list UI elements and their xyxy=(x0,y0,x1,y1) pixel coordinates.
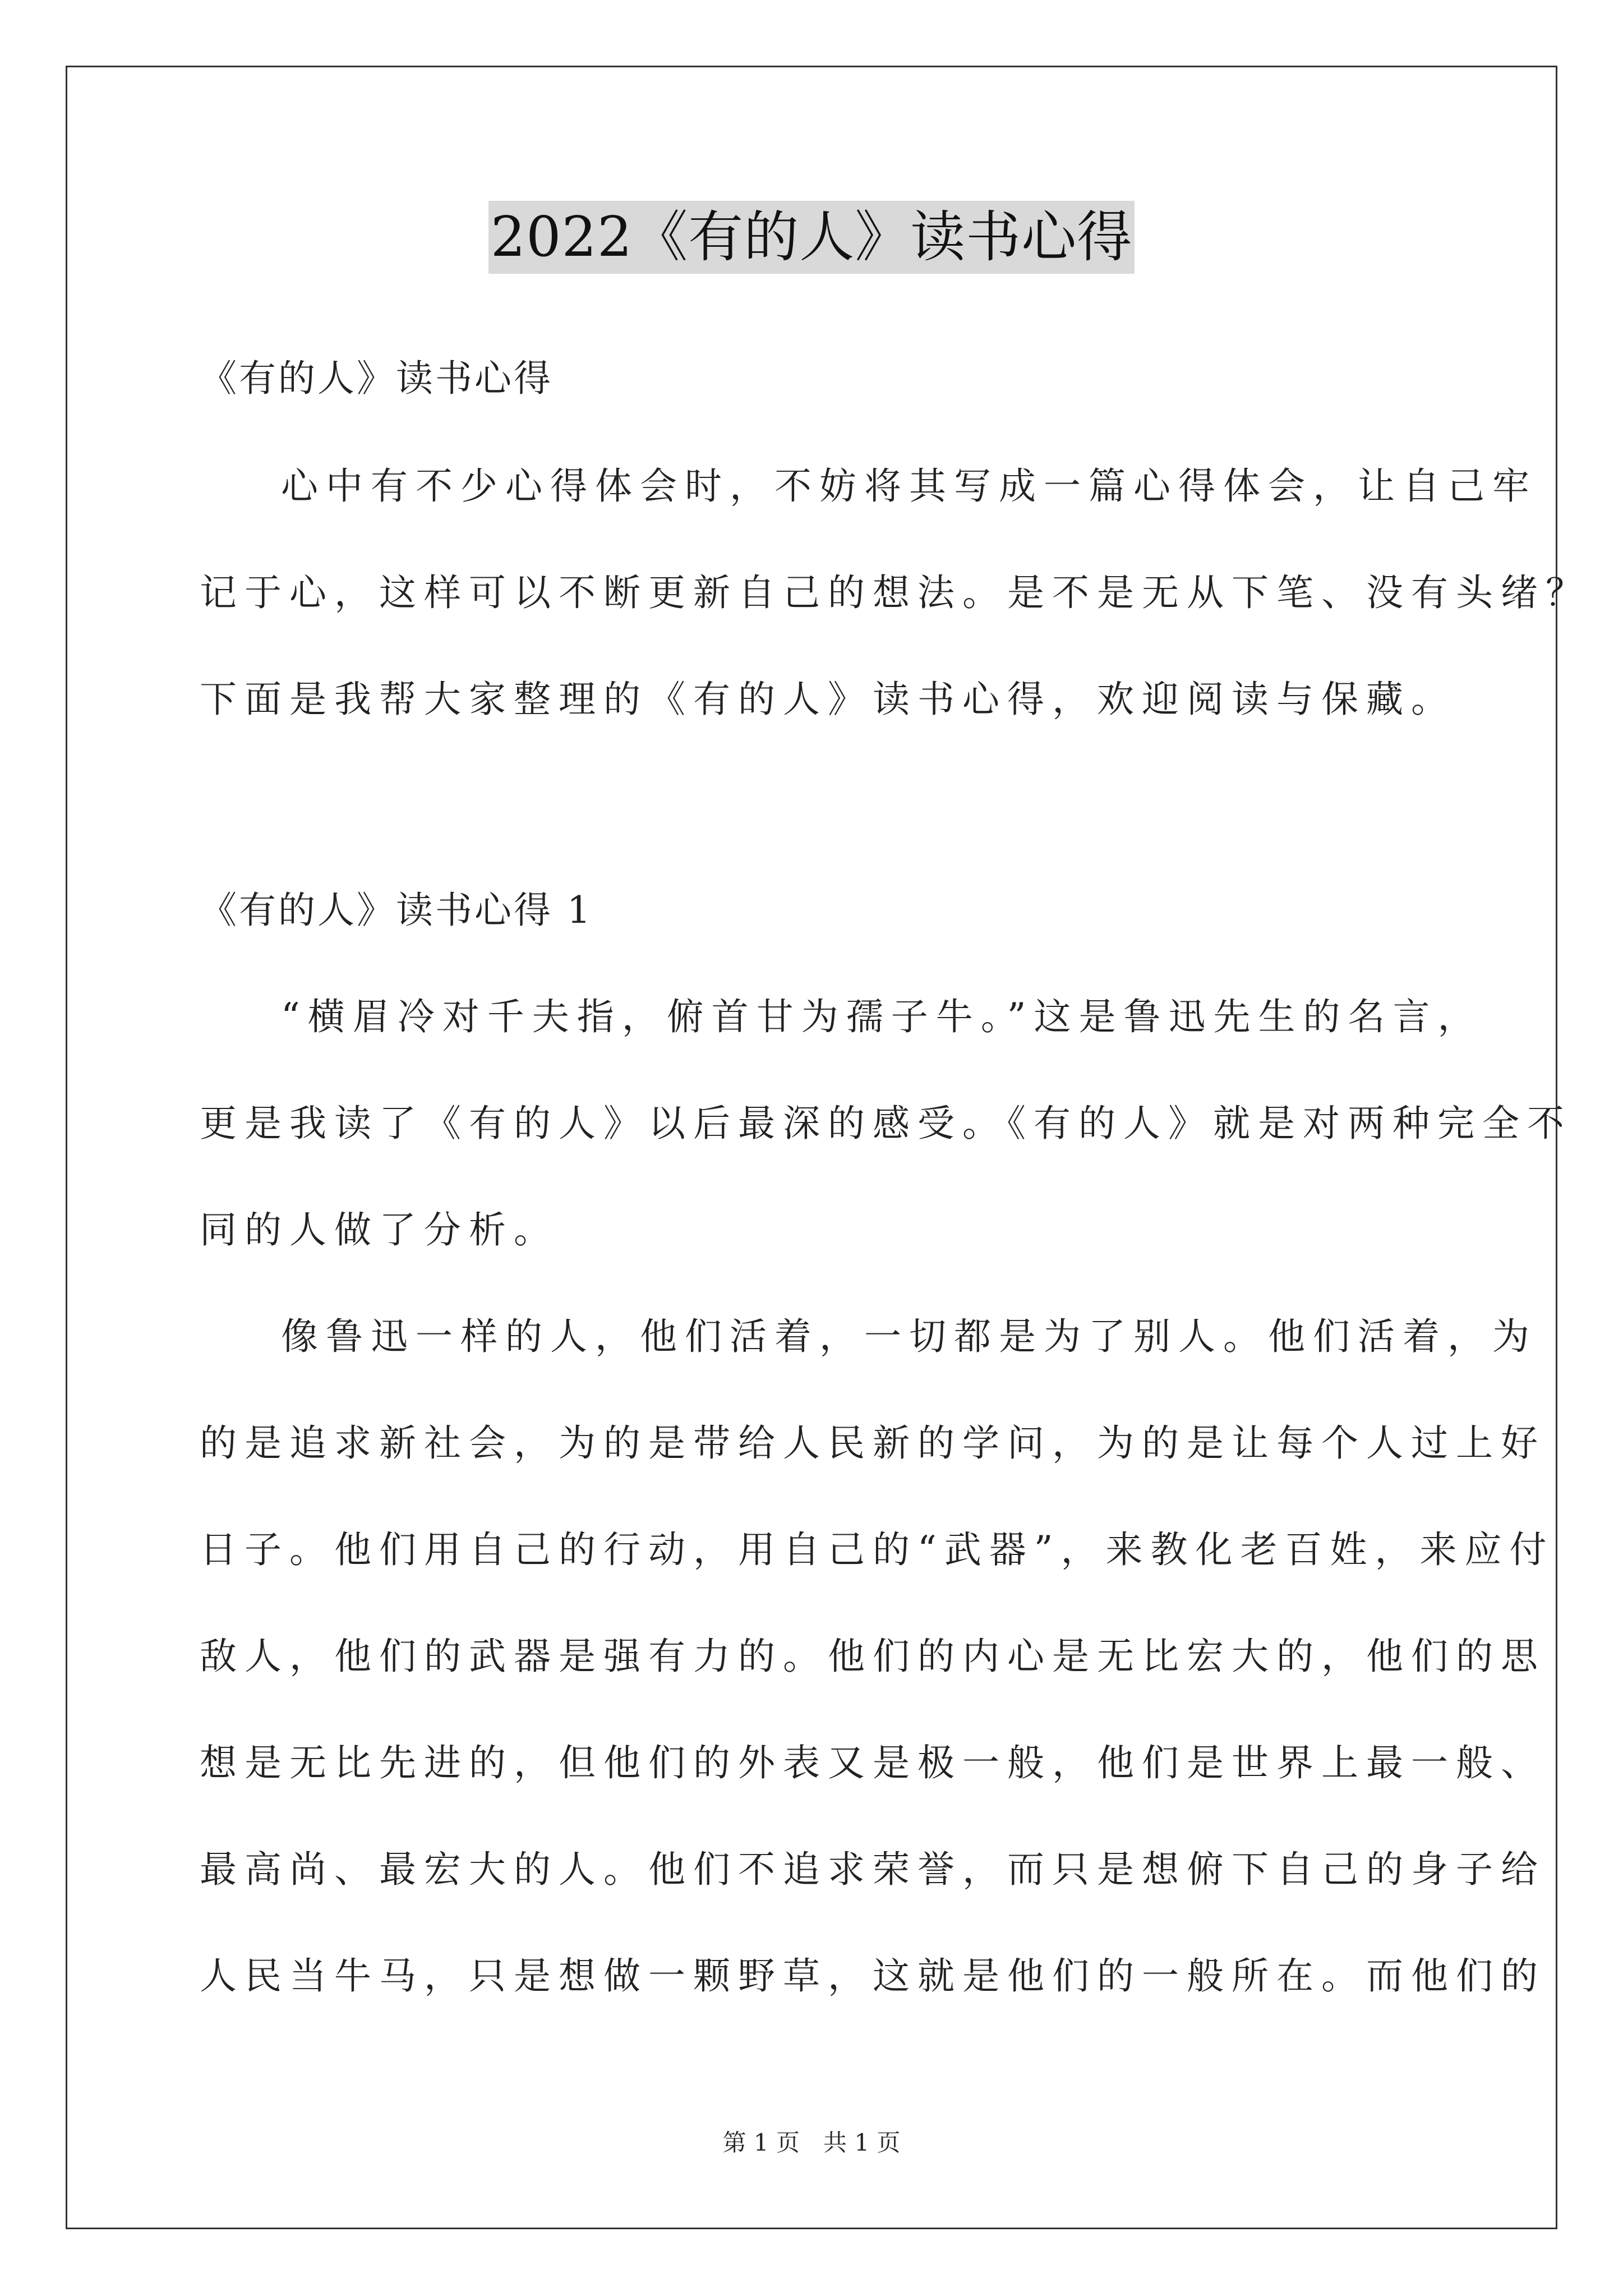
document-title: 2022《有的人》读书心得 xyxy=(488,201,1135,274)
paragraph-line: 同的人做了分析。 xyxy=(200,1208,559,1251)
paragraph-line: 像鲁迅一样的人，他们活着，一切都是为了别人。他们活着，为 xyxy=(281,1315,1537,1358)
intro-line: 下面是我帮大家整理的《有的人》读书心得，欢迎阅读与保藏。 xyxy=(200,678,1456,721)
paragraph-line: “横眉冷对千夫指，俯首甘为孺子牛。”这是鲁迅先生的名言， xyxy=(281,995,1483,1038)
paragraph-line: 的是追求新社会，为的是带给人民新的学问，为的是让每个人过上好 xyxy=(200,1421,1546,1465)
paragraph-line: 敌人，他们的武器是强有力的。他们的内心是无比宏大的，他们的思 xyxy=(200,1635,1546,1678)
paragraph-line: 更是我读了《有的人》以后最深的感受。《有的人》就是对两种完全不 xyxy=(200,1102,1572,1145)
subtitle: 《有的人》读书心得 xyxy=(200,357,553,400)
paragraph-line: 日子。他们用自己的行动，用自己的“武器”，来教化老百姓，来应付 xyxy=(200,1528,1555,1571)
title-container xyxy=(0,201,1623,274)
page-footer: 第 1 页 共 1 页 xyxy=(722,2129,901,2156)
section-heading: 《有的人》读书心得 1 xyxy=(200,889,593,932)
paragraph-line: 想是无比先进的，但他们的外表又是极一般，他们是世界上最一般、 xyxy=(200,1741,1546,1784)
intro-line: 心中有不少心得体会时，不妨将其写成一篇心得体会，让自己牢 xyxy=(281,464,1537,508)
paragraph-line: 人民当牛马，只是想做一颗野草，这就是他们的一般所在。而他们的 xyxy=(200,1954,1546,1998)
intro-line: 记于心，这样可以不断更新自己的想法。是不是无从下笔、没有头绪？ xyxy=(200,571,1590,614)
paragraph-line: 最高尚、最宏大的人。他们不追求荣誉，而只是想俯下自己的身子给 xyxy=(200,1848,1546,1891)
